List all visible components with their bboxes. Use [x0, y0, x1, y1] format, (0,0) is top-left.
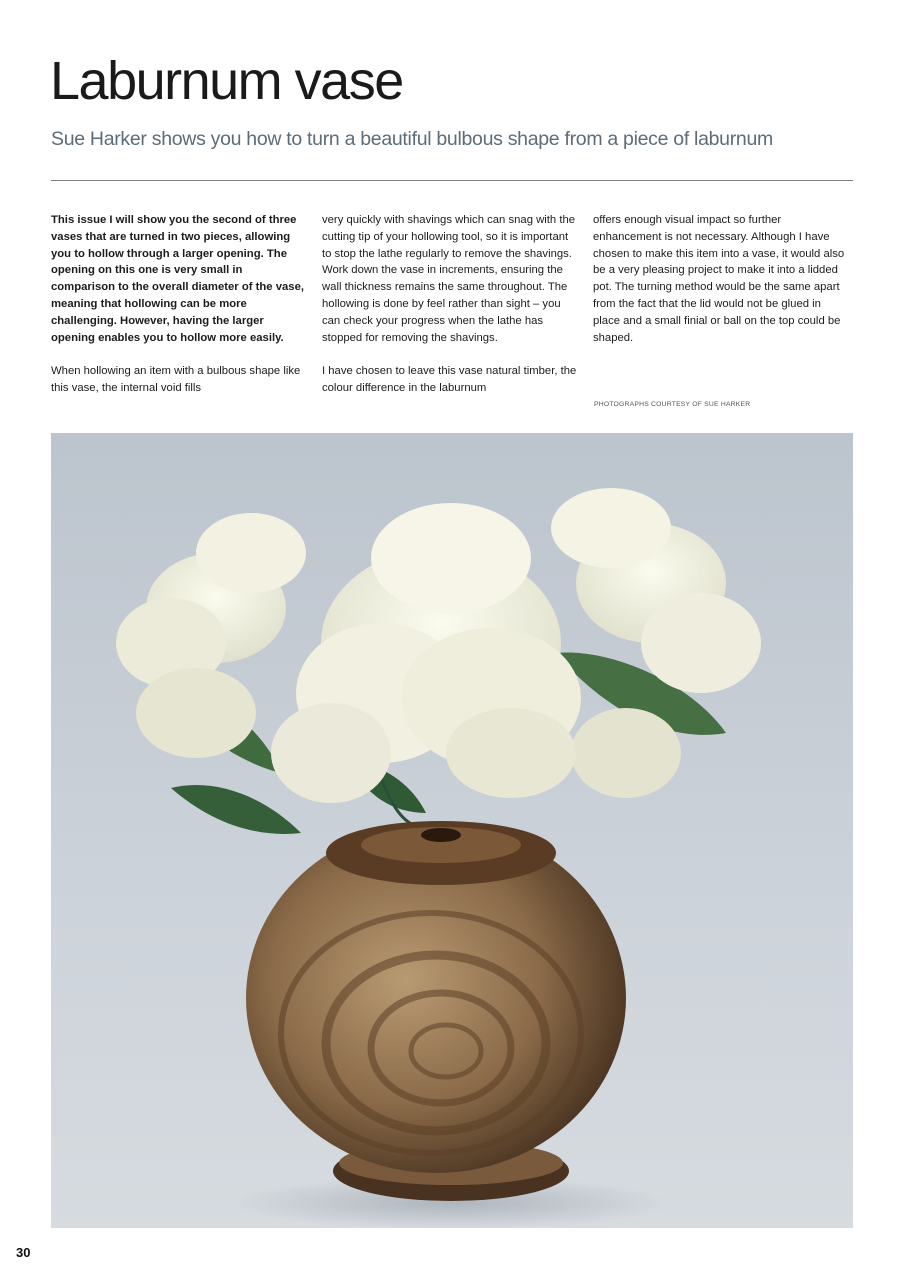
header-divider — [51, 180, 853, 181]
vase-opening — [421, 828, 461, 842]
lead-paragraph: This issue I will show you the second of three vases that are turned in two pieces, allowing you to hollow through a larger opening. The opening on this one is very small in comparison to the overall diameter of the vase, meaning that hollowing can be more challenging. However, having the larger opening enables you to hollow more easily. — [51, 214, 304, 344]
text-column-2 — [322, 212, 578, 414]
body-paragraph: I have chosen to leave this vase natural timber, the colour difference in the laburnum — [322, 365, 577, 394]
vase-photo — [51, 433, 853, 1228]
article-title: Laburnum vase — [50, 51, 403, 111]
text-column-1 — [51, 212, 307, 414]
photo-credit: PHOTOGRAPHS COURTESY OF SUE HARKER — [594, 401, 751, 408]
body-paragraph: When hollowing an item with a bulbous shape like this vase, the internal void fills — [51, 365, 301, 394]
text-column-3 — [593, 212, 849, 363]
article-subtitle: Sue Harker shows you how to turn a beautiful bulbous shape from a piece of laburnum — [51, 128, 773, 150]
body-paragraph: very quickly with shavings which can snag with the cutting tip of your hollowing tool, so it is important to stop the lathe regularly to remove the shavings. Work down the vase in increments, ensuring the wall thickness remains the same throughout. The hollowing is done by feel rather than sight – you can check your progress when the lathe has stopped for removing the shavings. — [322, 214, 576, 344]
page-number: 30 — [16, 1245, 31, 1260]
body-paragraph: offers enough visual impact so further enhancement is not necessary. Although I have chosen to make this item into a vase, it would also be a very pleasing project to make it into a lidded pot. The turning method would be the same apart from the fact that the lid would not be glued in place and a small finial or ball on the top could be shaped. — [593, 214, 845, 344]
